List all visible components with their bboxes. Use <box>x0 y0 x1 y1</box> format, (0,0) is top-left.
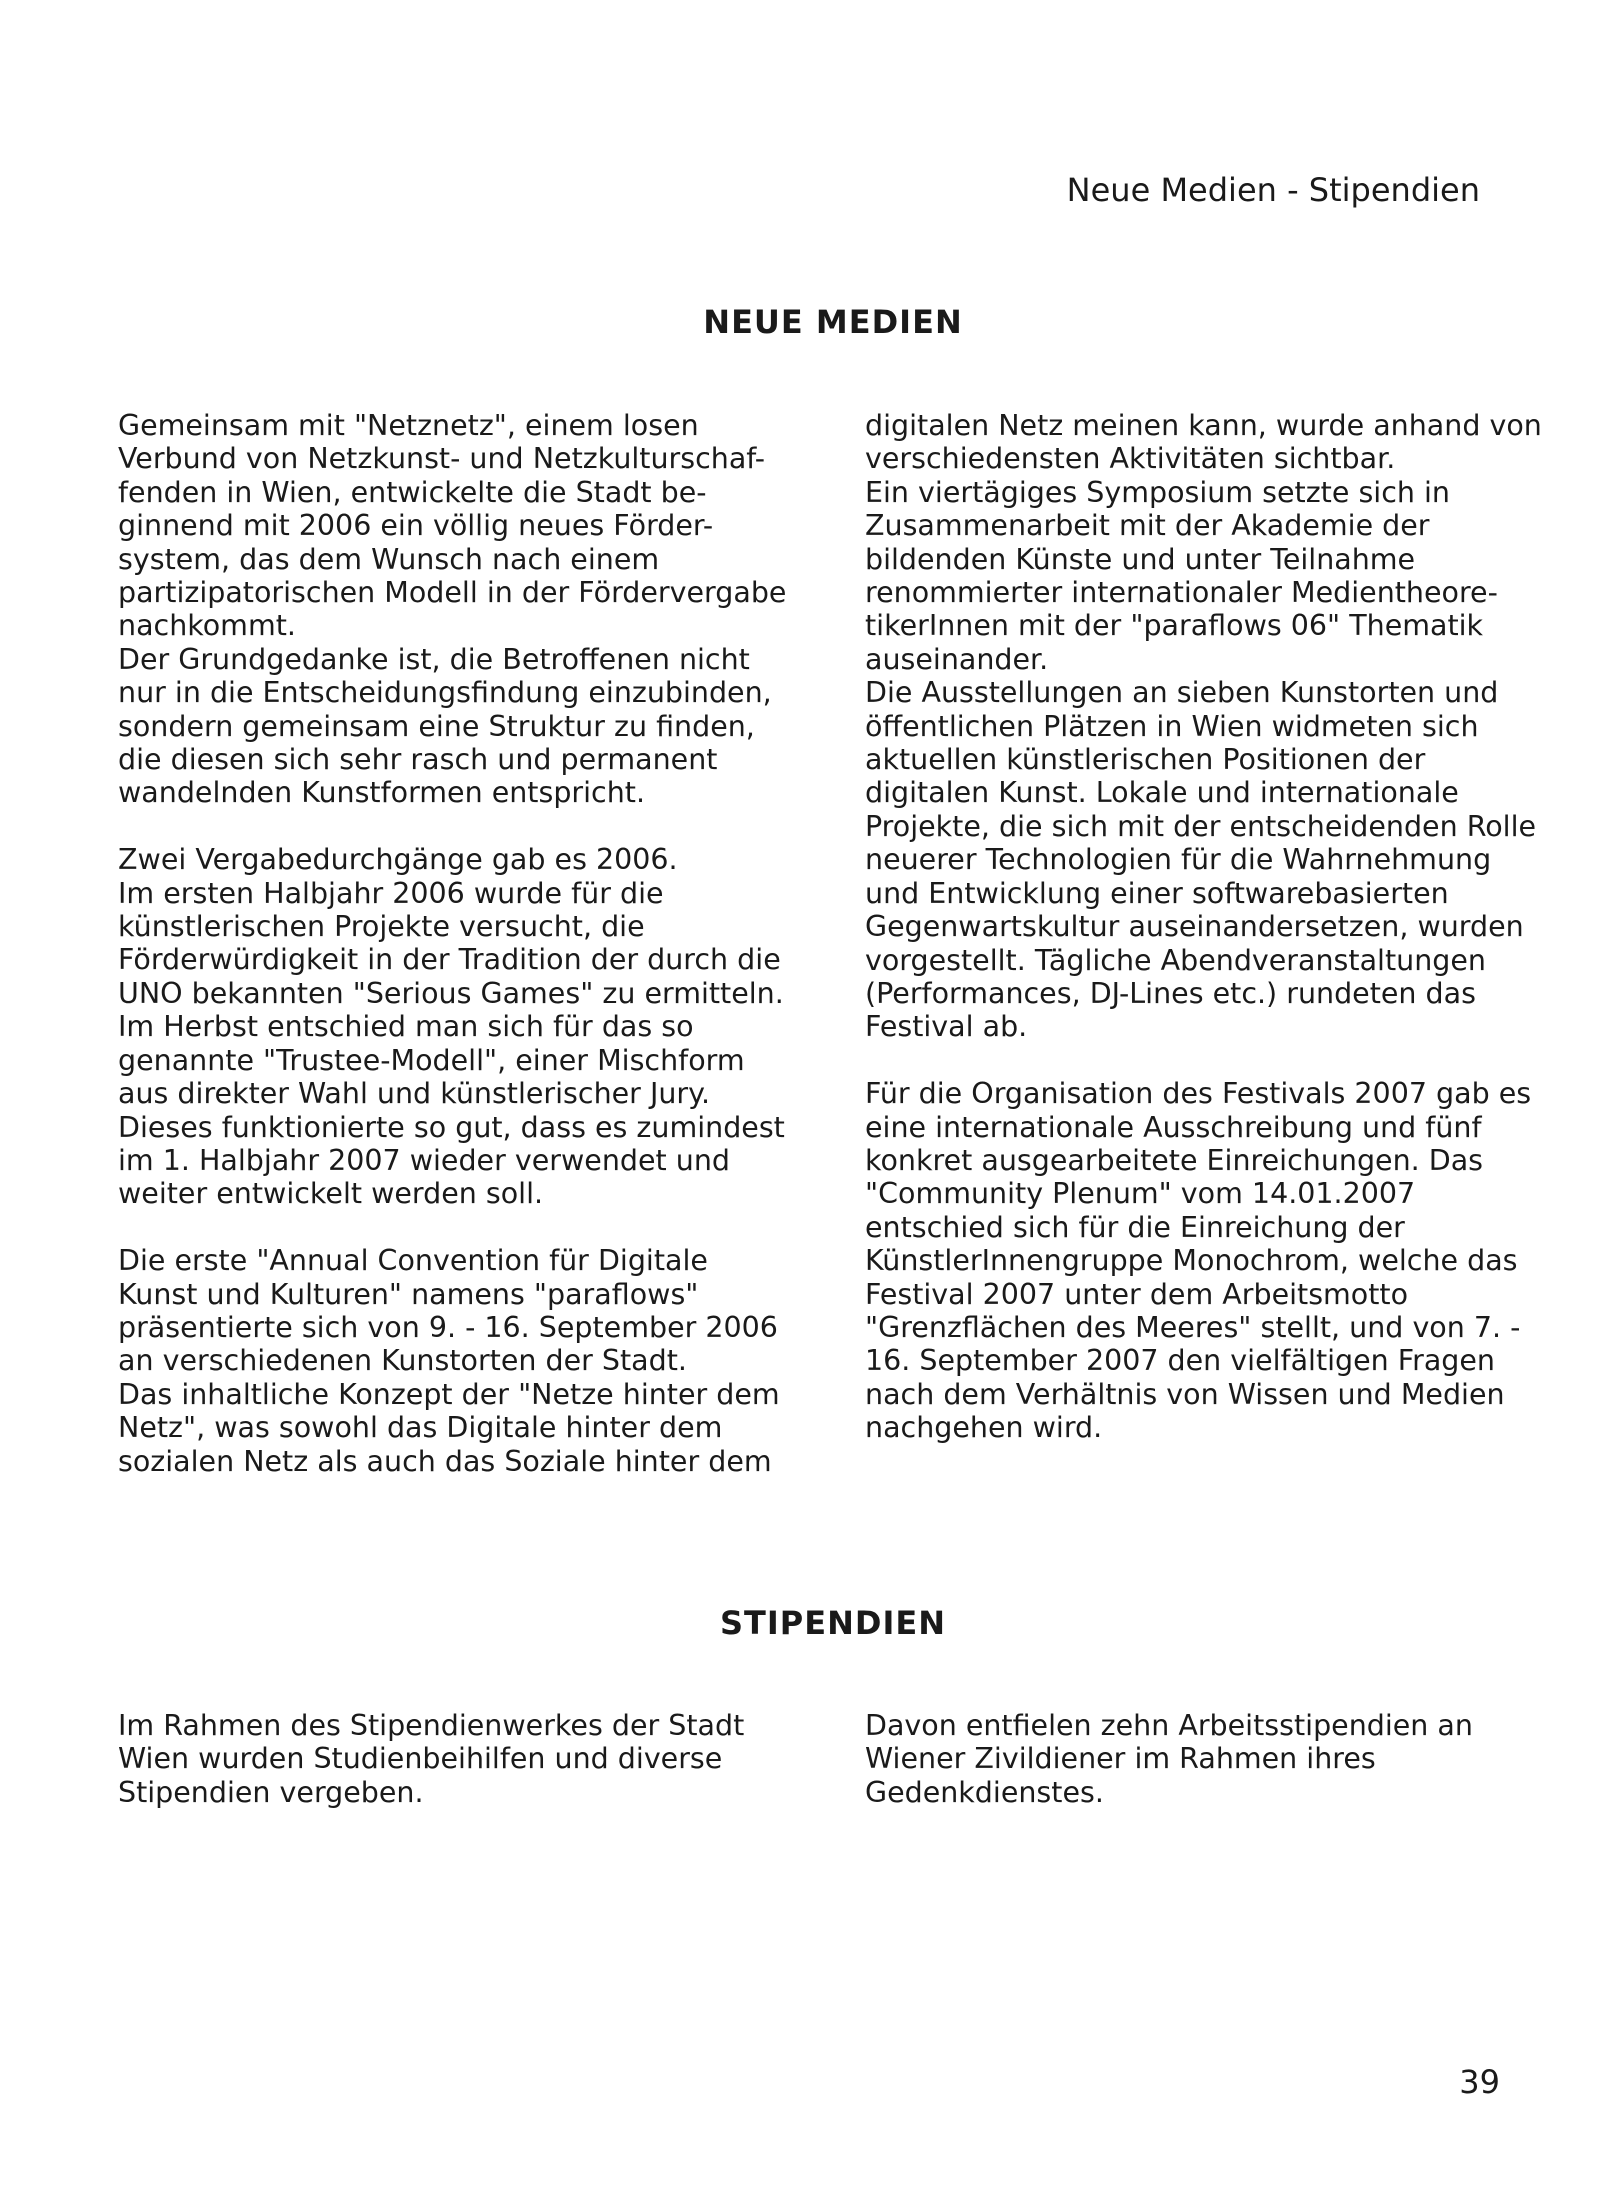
paragraph-spacer <box>118 810 786 843</box>
text-line: Das inhaltliche Konzept der "Netze hinter dem <box>118 1377 780 1411</box>
text-line: partizipatorischen Modell in der Fördervergabe <box>118 576 787 610</box>
text-line: 16. September 2007 den vielfältigen Fragen <box>865 1344 1495 1378</box>
text-line: KünstlerInnengruppe Monochrom, welche das <box>865 1244 1518 1278</box>
text-line: künstlerischen Projekte versucht, die <box>118 910 645 944</box>
text-line: nachgehen wird. <box>865 1411 1103 1445</box>
text-line: aus direkter Wahl und künstlerischer Jury. <box>118 1077 711 1111</box>
text-line: auseinander. <box>865 642 1049 676</box>
text-line: an verschiedenen Kunstorten der Stadt. <box>118 1344 687 1378</box>
text-line: genannte "Trustee-Modell", einer Mischform <box>118 1043 745 1077</box>
text-line: Gedenkdienstes. <box>865 1775 1104 1809</box>
text-line: Förderwürdigkeit in der Tradition der durch die <box>118 943 781 977</box>
text-line: neuerer Technologien für die Wahrnehmung <box>865 843 1492 877</box>
text-line: vorgestellt. Tägliche Abendveranstaltungen <box>865 943 1486 977</box>
text-line: fenden in Wien, entwickelte die Stadt be- <box>118 475 707 509</box>
text-line: Zwei Vergabedurchgänge gab es 2006. <box>118 843 678 877</box>
text-line: Festival ab. <box>865 1010 1028 1044</box>
text-line: digitalen Netz meinen kann, wurde anhand von <box>865 409 1542 442</box>
text-line: im 1. Halbjahr 2007 wieder verwendet und <box>118 1143 730 1177</box>
text-line: Stipendien vergeben. <box>118 1775 424 1809</box>
text-line: Festival 2007 unter dem Arbeitsmotto <box>865 1277 1409 1311</box>
text-line: Verbund von Netzkunst- und Netzkulturschaf- <box>118 442 766 476</box>
text-line: Wien wurden Studienbeihilfen und diverse <box>118 1742 723 1776</box>
text-line: Im ersten Halbjahr 2006 wurde für die <box>118 876 664 910</box>
page-number: 39 <box>1459 2063 1500 2101</box>
text-line: Die erste "Annual Convention für Digitale <box>118 1244 708 1278</box>
text-line: verschiedensten Aktivitäten sichtbar. <box>865 442 1396 476</box>
text-line: nur in die Entscheidungsfindung einzubinden, <box>118 676 772 710</box>
text-line: entschied sich für die Einreichung der <box>865 1210 1405 1244</box>
text-line: Kunst und Kulturen" namens "paraflows" <box>118 1277 699 1311</box>
text-line: Netz", was sowohl das Digitale hinter dem <box>118 1411 723 1445</box>
paragraph-spacer <box>118 1211 786 1244</box>
text-line: Dieses funktionierte so gut, dass es zumindest <box>118 1110 785 1144</box>
text-line: Der Grundgedanke ist, die Betroffenen nicht <box>118 642 750 676</box>
text-line: UNO bekannten "Serious Games" zu ermitteln. <box>118 976 784 1010</box>
text-line: sozialen Netz als auch das Soziale hinter dem <box>118 1444 772 1478</box>
text-line: wandelnden Kunstformen entspricht. <box>118 776 646 810</box>
text-line: digitalen Kunst. Lokale und internationale <box>865 776 1459 810</box>
text-line: nachkommt. <box>118 609 296 643</box>
stipendien-right-column <box>865 1709 1473 1809</box>
text-line: tikerInnen mit der "paraflows 06" Thematik <box>865 609 1484 643</box>
text-line: Ein viertägiges Symposium setzte sich in <box>865 475 1450 509</box>
text-line: system, das dem Wunsch nach einem <box>118 542 660 576</box>
text-line: die diesen sich sehr rasch und permanent <box>118 743 718 777</box>
text-line: eine internationale Ausschreibung und fünf <box>865 1110 1482 1144</box>
text-line: (Performances, DJ-Lines etc.) rundeten das <box>865 976 1476 1010</box>
text-line: Die Ausstellungen an sieben Kunstorten und <box>865 676 1499 710</box>
text-line: bildenden Künste und unter Teilnahme <box>865 542 1416 576</box>
text-line: Gemeinsam mit "Netznetz", einem losen <box>118 409 699 442</box>
text-line: Davon entfielen zehn Arbeitsstipendien an <box>865 1709 1473 1742</box>
text-line: Gegenwartskultur auseinandersetzen, wurden <box>865 910 1524 944</box>
text-line: nach dem Verhältnis von Wissen und Medien <box>865 1377 1505 1411</box>
text-line: "Grenzflächen des Meeres" stellt, und von 7. - <box>865 1310 1521 1344</box>
text-line: "Community Plenum" vom 14.01.2007 <box>865 1177 1416 1211</box>
text-line: und Entwicklung einer softwarebasierten <box>865 876 1449 910</box>
text-line: aktuellen künstlerischen Positionen der <box>865 743 1426 777</box>
text-line: Wiener Zivildiener im Rahmen ihres <box>865 1742 1376 1776</box>
text-line: Projekte, die sich mit der entscheidenden Rolle <box>865 809 1537 843</box>
stipendien-left-column <box>118 1709 744 1809</box>
text-line: öffentlichen Plätzen in Wien widmeten sich <box>865 709 1479 743</box>
text-line: präsentierte sich von 9. - 16. September 2006 <box>118 1310 778 1344</box>
neue-medien-left-column <box>118 409 786 1478</box>
neue-medien-right-column <box>865 409 1542 1445</box>
text-line: konkret ausgearbeitete Einreichungen. Das <box>865 1143 1484 1177</box>
section-title-neue-medien: NEUE MEDIEN <box>703 303 963 341</box>
text-line: Für die Organisation des Festivals 2007 gab es <box>865 1077 1532 1111</box>
text-line: sondern gemeinsam eine Struktur zu finden, <box>118 709 755 743</box>
running-header: Neue Medien - Stipendien <box>1066 171 1480 209</box>
text-line: ginnend mit 2006 ein völlig neues Förder- <box>118 509 714 543</box>
text-line: Zusammenarbeit mit der Akademie der <box>865 509 1430 543</box>
text-line: Im Herbst entschied man sich für das so <box>118 1010 694 1044</box>
paragraph-spacer <box>865 1044 1542 1077</box>
section-title-stipendien: STIPENDIEN <box>720 1604 946 1642</box>
text-line: Im Rahmen des Stipendienwerkes der Stadt <box>118 1709 745 1742</box>
text-line: weiter entwickelt werden soll. <box>118 1177 544 1211</box>
text-line: renommierter internationaler Medientheore- <box>865 576 1498 610</box>
